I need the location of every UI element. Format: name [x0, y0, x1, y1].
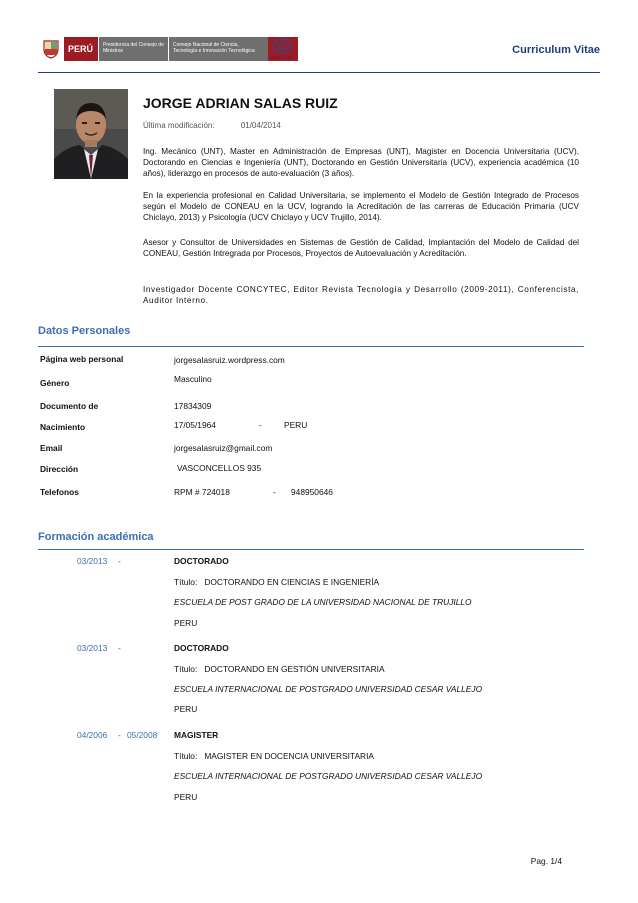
bio-paragraph: En la experiencia profesional en Calidad Universitaria, se implemento el Modelo de Gestión Integrado de Procesos según el Modelo de CONEAU en la UCV, logrando la Acreditación de las carreras de Educación Primaria (UCV Chiclayo, 2013) y Psicología (UCV Chiclayo y UCV Trujillo, 2014). — [143, 191, 579, 222]
education-title-line — [174, 664, 385, 674]
personal-gender: Masculino — [174, 374, 212, 384]
education-degree: MAGISTER — [174, 730, 219, 740]
header-divider — [38, 72, 600, 73]
document-title: Curriculum Vitae — [512, 44, 600, 56]
personal-birthdate: 17/05/1964 — [174, 420, 216, 430]
education-title: DOCTORANDO EN GESTIÓN UNIVERSITARIA — [204, 664, 385, 674]
bio-paragraph: Ing. Mecánico (UNT), Master en Administración de Empresas (UNT), Magister en Docencia Universitaria (UCV), Doctorando en Ciencias e Ingeniería (UNT), Doctorando en Gestión Universitaria (UCV), experiencia académica (10 años), liderazgo en procesos de auto-evaluación (3 años). — [143, 147, 579, 178]
personal-email[interactable]: jorgesalasruiz@gmail.com — [174, 443, 273, 453]
last-modified-value: 01/04/2014 — [240, 121, 281, 130]
title-label: Título: — [174, 751, 198, 761]
concytec-label: CONCYTEC — [270, 55, 294, 60]
education-start-date: 03/2013 — [77, 556, 108, 566]
personal-address: VASCONCELLOS 935 — [177, 463, 262, 473]
logo-concytec-text: Consejo Nacional de Ciencia, Tecnología e Innovación Tecnológica — [168, 37, 268, 61]
personal-document: 17834309 — [174, 401, 212, 411]
field-separator: - — [273, 487, 276, 497]
education-country: PERU — [174, 792, 198, 802]
education-institution: ESCUELA INTERNACIONAL DE POSTGRADO UNIVERSIDAD CESAR VALLEJO — [174, 684, 483, 694]
coat-of-arms-icon — [38, 37, 64, 61]
personal-label: Género — [40, 378, 70, 388]
education-institution: ESCUELA INTERNACIONAL DE POSTGRADO UNIVERSIDAD CESAR VALLEJO — [174, 771, 483, 781]
personal-label: Email — [40, 443, 63, 453]
education-title-line — [174, 577, 379, 587]
logo-pcm: Presidencia del Consejo de Ministros — [98, 37, 168, 61]
government-logo — [38, 37, 298, 61]
personal-phone: 948950646 — [291, 487, 333, 497]
section-title-education: Formación académica — [38, 531, 154, 543]
personal-label: Documento de — [40, 401, 99, 411]
last-modified — [143, 121, 281, 130]
concytec-logo — [266, 37, 298, 61]
date-separator: - — [118, 643, 121, 653]
personal-phone-rpm: RPM # 724018 — [174, 487, 230, 497]
education-country: PERU — [174, 704, 198, 714]
personal-label: Telefonos — [40, 487, 79, 497]
field-separator: - — [259, 420, 262, 430]
personal-label: Página web personal — [40, 354, 124, 364]
personal-label: Dirección — [40, 464, 79, 474]
education-start-date: 04/2006 — [77, 730, 108, 740]
education-title: MAGISTER EN DOCENCIA UNIVERSITARIA — [204, 751, 375, 761]
bio-paragraph: Asesor y Consultor de Universidades en Sistemas de Gestión de Calidad, Implantación del Modelo de Calidad del CONEAU, Gestión Intregrada por Procesos, Proyectos de Autoevaluación y Acreditación. — [143, 238, 579, 258]
education-title: DOCTORANDO EN CIENCIAS E INGENIERÍA — [204, 577, 380, 587]
last-modified-label: Última modificación: — [143, 121, 215, 130]
globe-icon — [272, 38, 292, 54]
education-degree: DOCTORADO — [174, 643, 229, 653]
date-separator: - — [118, 556, 121, 566]
education-start-date: 03/2013 — [77, 643, 108, 653]
profile-photo — [54, 89, 128, 179]
education-degree: DOCTORADO — [174, 556, 229, 566]
section-divider — [38, 549, 584, 550]
person-name: JORGE ADRIAN SALAS RUIZ — [143, 95, 338, 111]
education-title-line — [174, 751, 374, 761]
education-country: PERU — [174, 618, 198, 628]
personal-label: Nacimiento — [40, 422, 86, 432]
page-number: Pag. 1/4 — [530, 856, 562, 866]
title-label: Título: — [174, 664, 198, 674]
logo-country: PERÚ — [68, 44, 94, 54]
education-institution: ESCUELA DE POST GRADO DE LA UNIVERSIDAD NACIONAL DE TRUJILLO — [174, 597, 472, 607]
education-end-date: 05/2008 — [127, 730, 158, 740]
bio-paragraph: Investigador Docente CONCYTEC, Editor Revista Tecnología y Desarrollo (2009-2011), Conferencista, Auditor Interno. — [143, 285, 579, 305]
title-label: Título: — [174, 577, 198, 587]
section-divider — [38, 346, 584, 347]
date-separator: - — [118, 730, 121, 740]
personal-website[interactable]: jorgesalasruiz.wordpress.com — [174, 355, 285, 365]
personal-birth-country: PERU — [284, 420, 308, 430]
section-title-personal: Datos Personales — [38, 325, 131, 337]
